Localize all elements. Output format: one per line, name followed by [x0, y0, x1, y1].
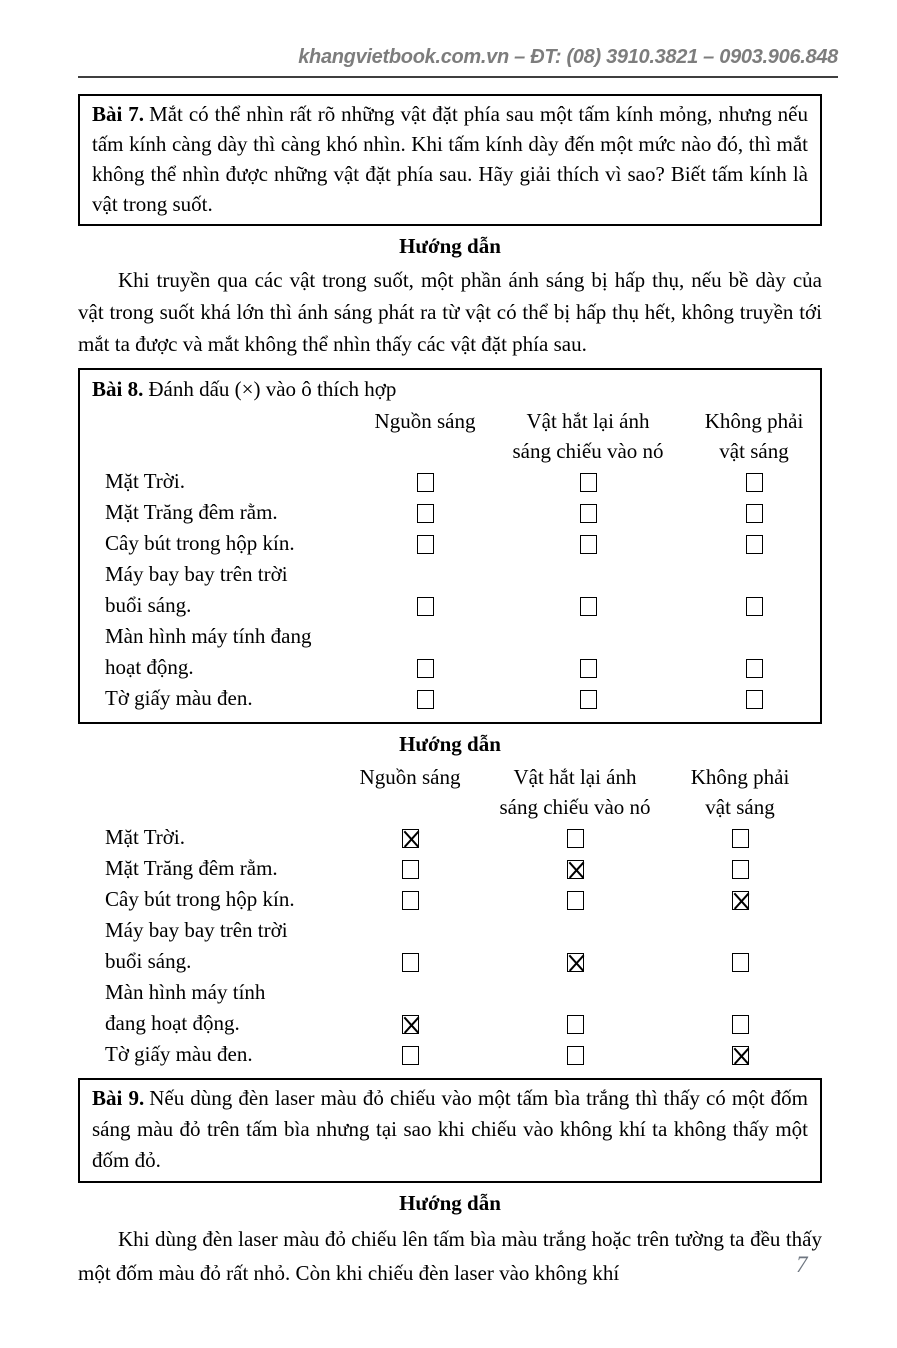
checkbox-cell — [344, 683, 506, 714]
checkbox-checked-icon — [732, 1046, 749, 1065]
checkbox-empty-icon — [402, 1046, 419, 1065]
checkbox-cell — [492, 853, 658, 884]
header-text: khangvietbook.com.vn – ĐT: (08) 3910.3821 – 0903.906.848 — [298, 46, 838, 68]
table-row — [92, 528, 808, 559]
checkbox-cell — [506, 497, 670, 528]
checkbox-cell — [506, 683, 670, 714]
checkbox-cell — [492, 915, 658, 977]
checkbox-cell — [344, 528, 506, 559]
table-row — [92, 559, 808, 621]
checkbox-checked-icon — [567, 860, 584, 879]
checkbox-empty-icon — [417, 690, 434, 709]
row-label — [78, 884, 328, 915]
row-label-line: Cây bút trong hộp kín. — [105, 887, 295, 911]
checkbox-cell — [658, 1039, 822, 1070]
column-header-line: vật sáng — [705, 795, 775, 819]
guide-text-7: Khi truyền qua các vật trong suốt, một phần ánh sáng bị hấp thụ, nếu bề dày của vật trong suốt khá lớn thì ánh sáng phát ra từ vật có thể bị hấp thụ hết, không truyền tới mắt ta được và mắt không thể nhìn thấy các vật đặt phía sau. — [78, 268, 822, 356]
checkbox-cell — [658, 853, 822, 884]
checkbox-cell — [328, 884, 492, 915]
table-row — [92, 466, 808, 497]
row-label-line: Mặt Trăng đêm rằm. — [105, 856, 278, 880]
checkbox-cell — [670, 497, 808, 528]
checkbox-checked-icon — [402, 829, 419, 848]
checkbox-empty-icon — [732, 953, 749, 972]
checkbox-empty-icon — [402, 953, 419, 972]
row-label-line: Mặt Trời. — [105, 469, 185, 493]
checkbox-cell — [492, 977, 658, 1039]
column-header-line: Không phải — [704, 409, 804, 433]
checkbox-empty-icon — [417, 473, 434, 492]
checkbox-empty-icon — [732, 860, 749, 879]
column-header — [658, 762, 822, 822]
checkbox-empty-icon — [580, 473, 597, 492]
exercise-9-label: Bài 9. — [92, 1086, 145, 1110]
table-header-row — [92, 406, 808, 466]
table-row — [92, 683, 808, 714]
checkbox-empty-icon — [732, 829, 749, 848]
guide-heading-9: Hướng dẫn — [399, 1191, 501, 1215]
row-label-line: Màn hình máy tính — [105, 980, 266, 1004]
checkbox-cell — [328, 915, 492, 977]
row-label — [78, 977, 328, 1039]
checkbox-cell — [328, 822, 492, 853]
exercise-7-label: Bài 7. — [92, 102, 145, 126]
table-row — [78, 915, 822, 977]
row-label — [92, 528, 344, 559]
checkbox-empty-icon — [417, 535, 434, 554]
exercise-8-box — [78, 368, 822, 724]
checkbox-empty-icon — [580, 659, 597, 678]
row-label-line: hoạt động. — [105, 655, 194, 679]
checkbox-cell — [658, 915, 822, 977]
row-label-line: Cây bút trong hộp kín. — [105, 531, 295, 555]
exercise-8-practice-table — [92, 406, 808, 714]
row-label — [92, 466, 344, 497]
table-header-row — [78, 762, 822, 822]
checkbox-checked-icon — [567, 953, 584, 972]
row-label-line: Tờ giấy màu đen. — [105, 686, 253, 710]
checkbox-empty-icon — [567, 1046, 584, 1065]
exercise-9-box — [78, 1078, 822, 1183]
row-label-line: Màn hình máy tính đang — [105, 624, 312, 648]
checkbox-cell — [344, 559, 506, 621]
exercise-8-title — [92, 373, 808, 406]
page-header — [78, 46, 838, 78]
page-number: 7 — [796, 1252, 808, 1277]
table-row — [92, 621, 808, 683]
checkbox-cell — [670, 466, 808, 497]
column-header — [670, 406, 808, 466]
column-header-line: Nguồn sáng — [374, 409, 476, 433]
checkbox-cell — [670, 528, 808, 559]
page-content — [78, 94, 822, 1290]
checkbox-cell — [670, 559, 808, 621]
row-label — [78, 915, 328, 977]
table-row — [78, 884, 822, 915]
table-row — [78, 822, 822, 853]
checkbox-checked-icon — [402, 1015, 419, 1034]
checkbox-cell — [344, 497, 506, 528]
column-header — [344, 406, 506, 466]
checkbox-checked-icon — [732, 891, 749, 910]
row-label-line: buổi sáng. — [105, 949, 192, 973]
checkbox-cell — [344, 621, 506, 683]
checkbox-cell — [492, 1039, 658, 1070]
exercise-8-answer-table — [78, 762, 822, 1070]
column-header-spacer — [92, 406, 344, 466]
column-header-line: Vật hắt lại ánh — [526, 409, 650, 433]
checkbox-empty-icon — [580, 535, 597, 554]
checkbox-empty-icon — [746, 473, 763, 492]
checkbox-cell — [658, 977, 822, 1039]
checkbox-cell — [492, 884, 658, 915]
row-label-line: đang hoạt động. — [105, 1011, 240, 1035]
guide-text-9: Khi dùng đèn laser màu đỏ chiếu lên tấm bìa màu trắng hoặc trên tường ta đều thấy một đốm màu đỏ rất nhỏ. Còn khi chiếu đèn laser vào không khí — [78, 1227, 822, 1285]
guide-heading-7: Hướng dẫn — [399, 234, 501, 258]
checkbox-empty-icon — [567, 829, 584, 848]
row-label — [92, 683, 344, 714]
checkbox-empty-icon — [746, 597, 763, 616]
row-label — [92, 559, 344, 621]
table-row — [78, 1039, 822, 1070]
checkbox-cell — [492, 822, 658, 853]
row-label — [78, 822, 328, 853]
checkbox-empty-icon — [567, 891, 584, 910]
column-header — [492, 762, 658, 822]
checkbox-empty-icon — [402, 891, 419, 910]
table-row — [78, 977, 822, 1039]
exercise-7-box — [78, 94, 822, 226]
checkbox-empty-icon — [746, 690, 763, 709]
exercise-9-text: Nếu dùng đèn laser màu đỏ chiếu vào một tấm bìa trắng thì thấy có một đốm sáng màu đỏ trên tấm bìa nhưng tại sao khi chiếu vào không khí ta không thấy một đốm đỏ. — [92, 1086, 808, 1172]
exercise-8-label: Bài 8. — [92, 377, 144, 401]
exercise-8-title-text: Đánh dấu (×) vào ô thích hợp — [148, 377, 397, 401]
row-label-line: Tờ giấy màu đen. — [105, 1042, 253, 1066]
checkbox-cell — [506, 466, 670, 497]
checkbox-empty-icon — [580, 597, 597, 616]
column-header — [506, 406, 670, 466]
checkbox-cell — [506, 528, 670, 559]
checkbox-empty-icon — [567, 1015, 584, 1034]
row-label — [92, 621, 344, 683]
checkbox-cell — [670, 683, 808, 714]
checkbox-empty-icon — [402, 860, 419, 879]
checkbox-cell — [328, 977, 492, 1039]
column-header-spacer — [78, 762, 328, 822]
column-header-line: Không phải — [690, 765, 790, 789]
checkbox-cell — [658, 884, 822, 915]
row-label — [92, 497, 344, 528]
column-header-line: sáng chiếu vào nó — [512, 439, 664, 463]
checkbox-cell — [328, 1039, 492, 1070]
row-label-line: Mặt Trời. — [105, 825, 185, 849]
checkbox-empty-icon — [732, 1015, 749, 1034]
row-label-line: Mặt Trăng đêm rằm. — [105, 500, 278, 524]
checkbox-empty-icon — [746, 504, 763, 523]
checkbox-empty-icon — [417, 659, 434, 678]
checkbox-empty-icon — [417, 504, 434, 523]
checkbox-cell — [344, 466, 506, 497]
checkbox-cell — [658, 822, 822, 853]
column-header — [328, 762, 492, 822]
column-header-line: Vật hắt lại ánh — [513, 765, 637, 789]
checkbox-cell — [670, 621, 808, 683]
column-header-line: sáng chiếu vào nó — [499, 795, 651, 819]
checkbox-empty-icon — [580, 690, 597, 709]
checkbox-cell — [506, 559, 670, 621]
column-header-line: Nguồn sáng — [359, 765, 461, 789]
row-label-line: Máy bay bay trên trời — [105, 918, 288, 942]
row-label — [78, 853, 328, 884]
row-label — [78, 1039, 328, 1070]
checkbox-empty-icon — [417, 597, 434, 616]
column-header-line: vật sáng — [719, 439, 789, 463]
guide-heading-8: Hướng dẫn — [399, 732, 501, 756]
checkbox-cell — [506, 621, 670, 683]
row-label-line: Máy bay bay trên trời — [105, 562, 288, 586]
checkbox-cell — [328, 853, 492, 884]
table-row — [78, 853, 822, 884]
row-label-line: buổi sáng. — [105, 593, 192, 617]
table-row — [92, 497, 808, 528]
checkbox-empty-icon — [580, 504, 597, 523]
checkbox-empty-icon — [746, 535, 763, 554]
checkbox-empty-icon — [746, 659, 763, 678]
exercise-7-text: Mắt có thể nhìn rất rõ những vật đặt phía sau một tấm kính mỏng, nhưng nếu tấm kính càng dày thì càng khó nhìn. Khi tấm kính dày đến một mức nào đó, thì mắt không thể nhìn được những vật đặt phía sau. Hãy giải thích vì sao? Biết tấm kính là vật trong suốt. — [92, 102, 808, 216]
